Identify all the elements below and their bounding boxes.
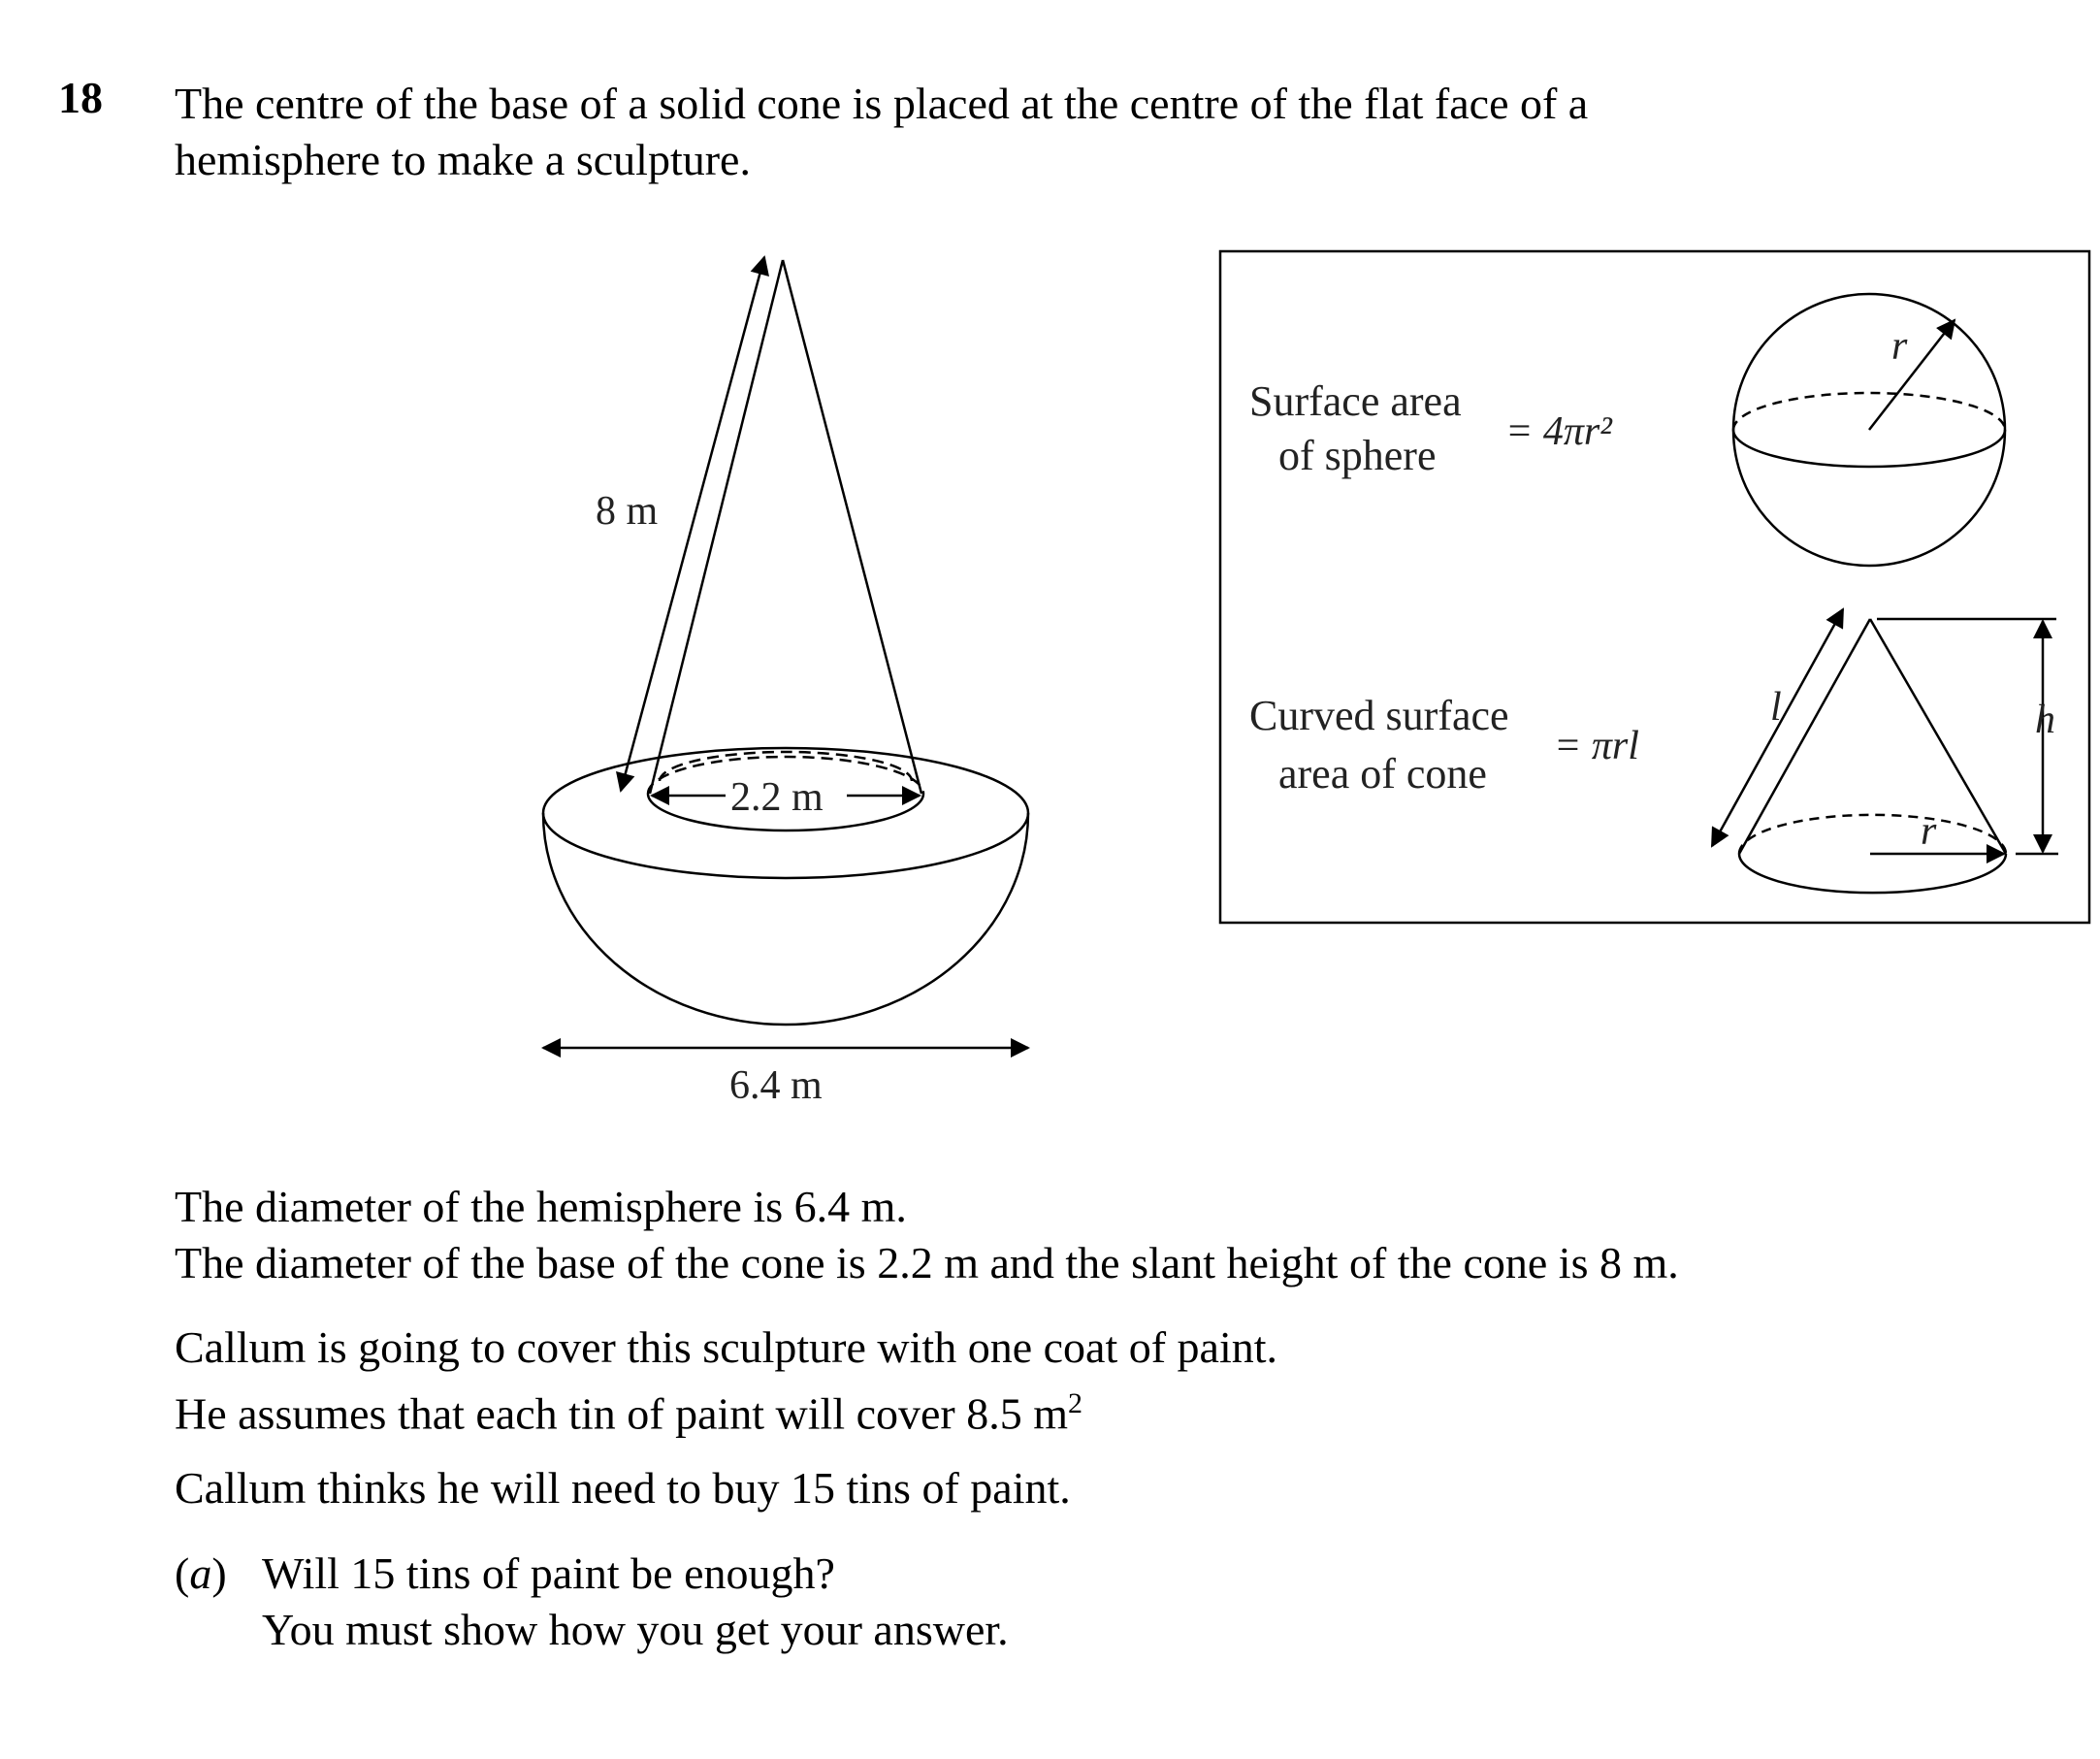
cone-left-side [650, 260, 783, 794]
tins-paragraph [175, 1460, 1071, 1516]
question-number: 18 [58, 73, 103, 122]
small-cone-base-front [1739, 854, 2006, 893]
sphere-drawing [1733, 294, 2005, 566]
cone-label-line2: area of cone [1278, 750, 1487, 798]
small-cone-slant-label: l [1770, 685, 1782, 730]
paint-line: Callum is going to cover this sculpture with one coat of paint. [175, 1322, 1278, 1372]
small-cone-radius-label: r [1921, 809, 1937, 854]
part-a-letter: a [189, 1548, 212, 1598]
part-a-question [262, 1546, 1009, 1658]
tins-line: Callum thinks he will need to buy 15 tins of paint. [175, 1463, 1071, 1513]
part-a-line: Will 15 tins of paint be enough? [262, 1548, 835, 1598]
sphere-equator-back [1733, 393, 2005, 430]
dimension-line: The diameter of the base of the cone is 2.2 m and the slant height of the cone is 8 m. [175, 1238, 1679, 1287]
part-a-line: You must show how you get your answer. [262, 1605, 1009, 1654]
sphere-radius-arrow [1869, 320, 1955, 430]
small-cone-right [1870, 619, 2006, 854]
cone-drawing [1712, 609, 2058, 893]
sphere-radius-label: r [1891, 324, 1908, 369]
part-a-label: (a) [175, 1548, 227, 1598]
slant-height-label: 8 m [596, 489, 659, 534]
paint-paragraph [175, 1319, 1277, 1442]
small-cone-base-back [1739, 815, 2006, 854]
formula-box [1220, 251, 2089, 923]
cone-right-side [783, 260, 921, 794]
sphere-equator-front [1733, 430, 2005, 467]
small-cone-height-label: h [2035, 698, 2055, 742]
paint-coverage-superscript: 2 [1068, 1387, 1083, 1419]
sphere-label-line2: of sphere [1278, 432, 1437, 479]
paint-line [175, 1376, 1277, 1442]
dimensions-paragraph [175, 1179, 1679, 1291]
intro-line: hemisphere to make a sculpture. [175, 135, 751, 184]
cone-label-line1: Curved surface [1249, 692, 1509, 739]
hemisphere-diameter-label: 6.4 m [729, 1063, 823, 1108]
sphere-formula: = 4πr² [1505, 409, 1612, 454]
paint-coverage-text: He assumes that each tin of paint will cover 8.5 m [175, 1388, 1069, 1439]
hemisphere-bowl [543, 813, 1028, 1025]
dimension-line: The diameter of the hemisphere is 6.4 m. [175, 1182, 907, 1231]
cone-formula: = πrl [1554, 724, 1639, 768]
intro-line: The centre of the base of a solid cone is placed at the centre of the flat face of a [175, 79, 1589, 128]
sphere-label-line1: Surface area [1249, 377, 1462, 425]
small-cone-left [1739, 619, 1870, 854]
cone-base-label: 2.2 m [730, 775, 824, 820]
sculpture-diagram [543, 257, 1028, 1048]
